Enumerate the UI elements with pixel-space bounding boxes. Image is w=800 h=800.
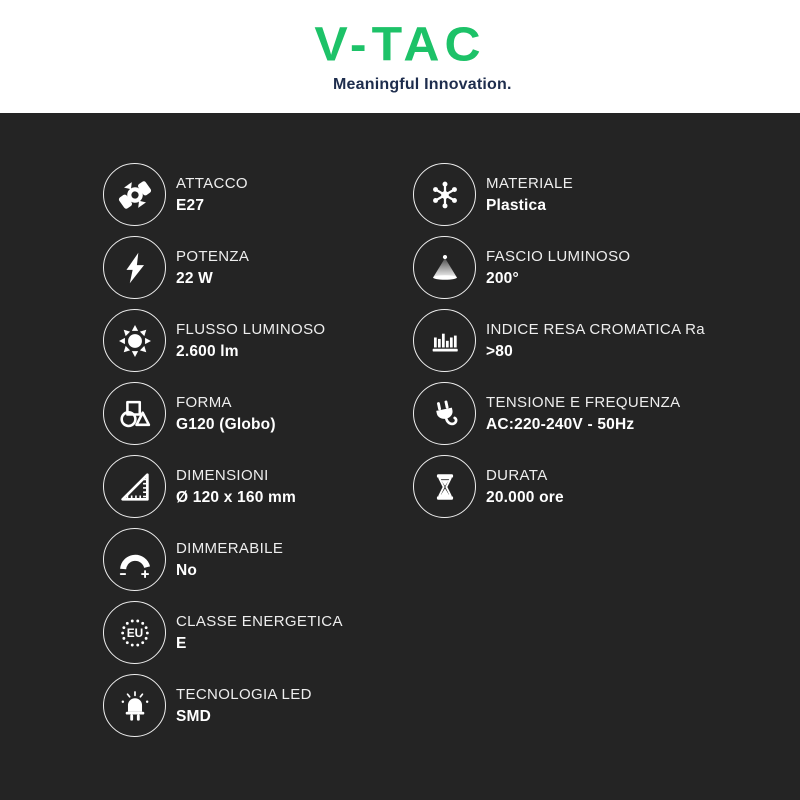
led-icon-svg [116, 687, 154, 725]
spec-row-dimensioni [103, 455, 413, 518]
spec-value: Plastica [486, 196, 547, 214]
spec-text [176, 467, 296, 507]
spec-text [486, 467, 564, 507]
spec-row-potenza [103, 236, 413, 299]
spec-value: AC:220-240V - 50Hz [486, 415, 635, 433]
sun-icon-svg [116, 322, 154, 360]
brand-logo [314, 16, 512, 94]
bar-chart-icon [413, 309, 476, 372]
plug-icon [413, 382, 476, 445]
spec-label: DIMMERABILE [176, 539, 284, 557]
spec-value: Ø 120 x 160 mm [176, 488, 296, 506]
spec-text [486, 394, 681, 434]
spec-label: TECNOLOGIA LED [176, 685, 312, 703]
light-beam-icon [413, 236, 476, 299]
spec-column-left [103, 163, 413, 800]
spec-row-materiale [413, 163, 800, 226]
spec-text [176, 686, 312, 726]
spec-text [176, 394, 276, 434]
spec-value: 22 W [176, 269, 213, 287]
molecule-icon [413, 163, 476, 226]
bar-chart-icon-svg [426, 322, 464, 360]
spec-text [176, 613, 343, 653]
spec-text [176, 321, 325, 361]
spec-text [486, 321, 705, 361]
spec-label: MATERIALE [486, 174, 574, 192]
spec-value: >80 [486, 342, 513, 360]
hourglass-icon-svg [426, 468, 464, 506]
header [0, 0, 800, 113]
spec-value: E27 [176, 196, 205, 214]
spec-row-cri [413, 309, 800, 372]
dimmer-icon [103, 528, 166, 591]
spec-row-forma [103, 382, 413, 445]
spec-text [176, 175, 248, 215]
spec-value: 20.000 ore [486, 488, 564, 506]
spec-label: DURATA [486, 466, 548, 484]
spec-text [486, 175, 573, 215]
spec-label: ATTACCO [176, 174, 248, 192]
spec-text [176, 540, 283, 580]
led-icon [103, 674, 166, 737]
spec-panel [0, 113, 800, 800]
spec-row-flusso [103, 309, 413, 372]
spec-label: FORMA [176, 393, 232, 411]
spec-label: TENSIONE E FREQUENZA [486, 393, 681, 411]
set-square-icon [103, 455, 166, 518]
molecule-icon-svg [426, 176, 464, 214]
shapes-icon-svg [116, 395, 154, 433]
eu-energy-icon-svg [116, 614, 154, 652]
hourglass-icon [413, 455, 476, 518]
spec-value: No [176, 561, 198, 579]
socket-icon [103, 163, 166, 226]
spec-label: INDICE RESA CROMATICA Ra [486, 320, 705, 338]
spec-label: POTENZA [176, 247, 250, 265]
spec-value: E [176, 634, 187, 652]
sun-icon [103, 309, 166, 372]
lightning-bolt-icon-svg [116, 249, 154, 287]
spec-row-fascio [413, 236, 800, 299]
spec-label: DIMENSIONI [176, 466, 269, 484]
spec-row-durata [413, 455, 800, 518]
spec-row-dimmerabile [103, 528, 413, 591]
light-beam-icon-svg [426, 249, 464, 287]
plug-icon-svg [426, 395, 464, 433]
socket-icon-svg [116, 176, 154, 214]
spec-text [486, 248, 630, 288]
spec-row-attacco [103, 163, 413, 226]
spec-row-tecnologia-led [103, 674, 413, 737]
spec-value: 200° [486, 269, 519, 287]
svg-text:EU: EU [126, 625, 143, 640]
set-square-icon-svg [116, 468, 154, 506]
vtac-logo: V-TAC [314, 16, 486, 72]
spec-label: CLASSE ENERGETICA [176, 612, 343, 630]
spec-label: FLUSSO LUMINOSO [176, 320, 326, 338]
spec-value: SMD [176, 707, 212, 725]
dimmer-icon-svg [116, 541, 154, 579]
eu-energy-icon [103, 601, 166, 664]
spec-row-classe-energetica [103, 601, 413, 664]
spec-value: G120 (Globo) [176, 415, 276, 433]
spec-value: 2.600 lm [176, 342, 239, 360]
shapes-icon [103, 382, 166, 445]
brand-tagline: Meaningful Innovation. [333, 76, 512, 93]
spec-row-tensione [413, 382, 800, 445]
lightning-bolt-icon [103, 236, 166, 299]
spec-label: FASCIO LUMINOSO [486, 247, 631, 265]
spec-text [176, 248, 249, 288]
spec-column-right [413, 163, 800, 800]
